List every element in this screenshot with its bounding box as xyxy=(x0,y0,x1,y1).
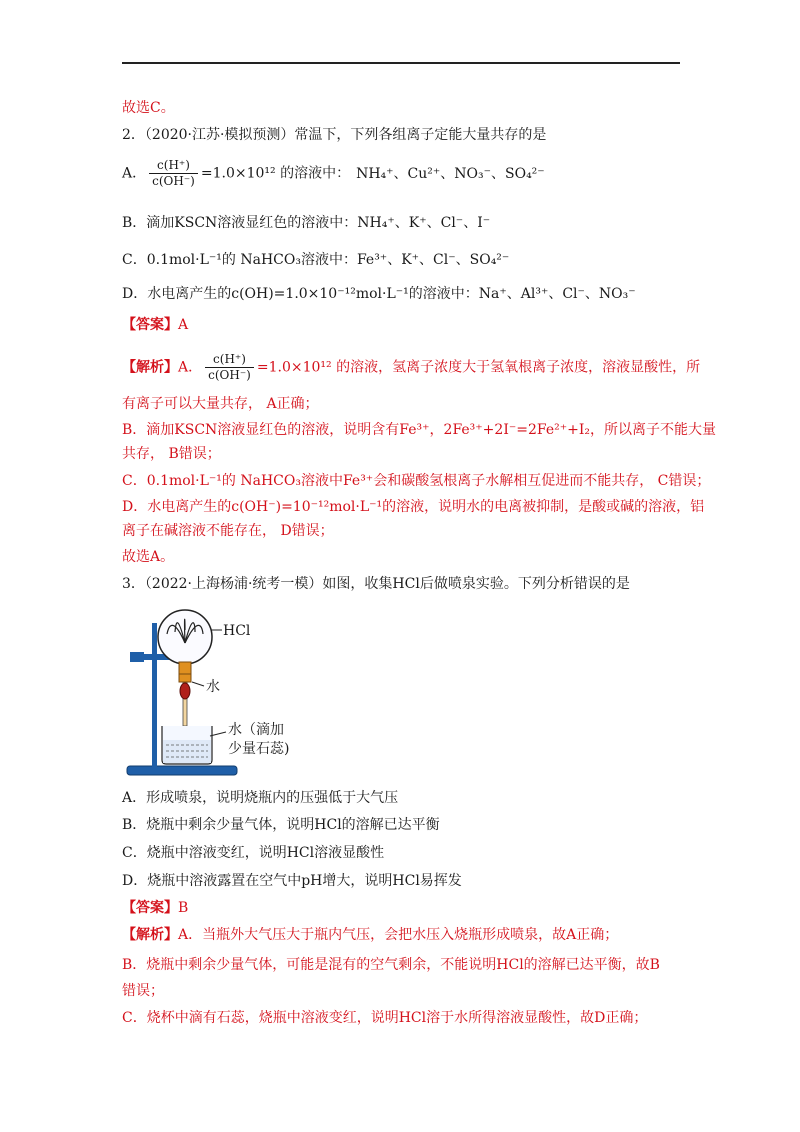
q2-analysis-c: C．0.1mol·L⁻¹的 NaHCO₃溶液中Fe³⁺会和碳酸氢根离子水解相互促进而不能共存， C错误； xyxy=(122,473,711,489)
q3-analysis-b-cont: 错误； xyxy=(122,983,164,999)
beaker-water xyxy=(163,740,211,763)
q3-option-a: A．形成喷泉，说明烧瓶内的压强低于大气压 xyxy=(122,790,399,806)
option-ions: NH₄⁺、Cu²⁺、NO₃⁻、SO₄²⁻ xyxy=(356,165,545,182)
q3-answer xyxy=(122,898,188,918)
water-label: 水 xyxy=(206,679,220,695)
beaker-label-line1: 水（滴加 xyxy=(228,722,284,738)
q2-conclusion: 故选A。 xyxy=(122,549,175,565)
q2-answer xyxy=(122,315,188,335)
q3-option-b: B．烧瓶中剩余少量气体，说明HCl的溶解已达平衡 xyxy=(122,817,440,833)
water-leader-line xyxy=(192,682,204,686)
q2-analysis-a-cont: 有离子可以大量共存， A正确； xyxy=(122,396,319,412)
option-label: A． xyxy=(122,165,147,182)
q2-option-b: B．滴加KSCN溶液显红色的溶液中：NH₄⁺、K⁺、Cl⁻、I⁻ xyxy=(122,215,491,231)
q3-analysis-c: C．烧杯中滴有石蕊，烧瓶中溶液变红，说明HCl溶于水所得溶液显酸性，故D正确； xyxy=(122,1010,648,1026)
q2-analysis-d-cont: 离子在碱溶液不能存在， D错误； xyxy=(122,523,334,539)
hcl-label: HCl xyxy=(223,623,251,639)
q2-option-a xyxy=(122,158,545,189)
q3-option-c: C．烧瓶中溶液变红，说明HCl溶液显酸性 xyxy=(122,845,385,861)
prev-conclusion: 故选C。 xyxy=(122,100,175,116)
q3-option-d: D．烧瓶中溶液露置在空气中pH增大，说明HCl易挥发 xyxy=(122,873,462,889)
dropper-bulb xyxy=(180,683,190,699)
q2-option-c: C．0.1mol·L⁻¹的 NaHCO₃溶液中：Fe³⁺、K⁺、Cl⁻、SO₄²⁻ xyxy=(122,252,510,268)
stand-rod xyxy=(152,623,157,768)
clamp-knob xyxy=(130,652,144,662)
answer-value: B xyxy=(178,900,189,916)
header-rule xyxy=(122,62,680,64)
analysis-tag: 【解析】 xyxy=(122,927,178,943)
stopcock xyxy=(179,674,191,682)
fountain-apparatus-figure xyxy=(122,608,342,778)
stand-base xyxy=(127,766,237,775)
q3-analysis-a: 【解析】A．当瓶外大气压大于瓶内气压，会把水压入烧瓶形成喷泉，故A正确； xyxy=(122,927,619,943)
q2-analysis-b: B．滴加KSCN溶液显红色的溶液，说明含有Fe³⁺，2Fe³⁺+2I⁻=2Fe²⁺+I₂，所以离子不能大量 xyxy=(122,422,716,438)
q2-stem: 2．（2020·江苏·模拟预测）常温下，下列各组离子定能大量共存的是 xyxy=(122,127,547,143)
q2-analysis-a: 【解析】A． $\frac{c(H^+)}{c(OH^-)}$ =1.0×10¹² 的溶液，氢离子浓度大于氢氧根离子浓度，溶液显酸性，所 xyxy=(122,352,701,382)
concentration-ratio: $\frac{c(H^+)}{c(OH^-)}$ xyxy=(149,158,198,189)
answer-value: A xyxy=(178,317,189,333)
answer-tag: 【答案】 xyxy=(122,900,178,916)
analysis-tag: 【解析】 xyxy=(122,359,178,376)
q3-analysis-b: B．烧瓶中剩余少量气体，可能是混有的空气剩余，不能说明HCl的溶解已达平衡，故B xyxy=(122,957,660,973)
fountain-apparatus-drawing xyxy=(122,608,342,778)
beaker-label-line2: 少量石蕊) xyxy=(228,741,290,757)
option-condition: =1.0×10¹² 的溶液中： xyxy=(200,165,351,182)
q2-analysis-b-cont: 共存， B错误； xyxy=(122,446,221,462)
q3-stem: 3．（2022·上海杨浦·统考一模）如图，收集HCl后做喷泉实验。下列分析错误的是 xyxy=(122,576,630,592)
q2-option-d: D．水电离产生的c(OH)=1.0×10⁻¹²mol·L⁻¹的溶液中：Na⁺、Al³⁺、Cl⁻、NO₃⁻ xyxy=(122,286,636,302)
q2-analysis-d: D．水电离产生的c(OH⁻)=10⁻¹²mol·L⁻¹的溶液，说明水的电离被抑制，是酸或碱的溶液，铝 xyxy=(122,499,705,515)
answer-tag: 【答案】 xyxy=(122,317,178,333)
rubber-stopper xyxy=(179,662,191,674)
analysis-ratio: $\frac{c(H^+)}{c(OH^-)}$ xyxy=(205,352,254,383)
